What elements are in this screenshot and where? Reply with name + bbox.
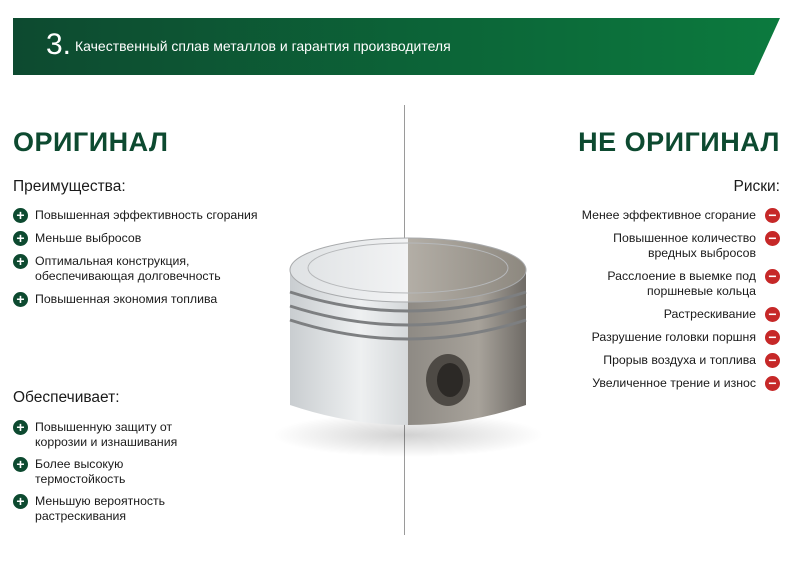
non-original-heading: НЕ ОРИГИНАЛ xyxy=(578,127,780,157)
minus-circle-icon: − xyxy=(765,353,780,368)
plus-circle-icon: + xyxy=(13,420,28,435)
list-item: − Разрушение головки поршня xyxy=(540,330,780,345)
list-item: + Повышенную защиту от коррозии и изнашивания xyxy=(13,420,225,450)
section-title: Качественный сплав металлов и гарантия производителя xyxy=(75,38,451,54)
plus-circle-icon: + xyxy=(13,254,28,269)
list-item: − Повышенное количество вредных выбросов xyxy=(610,231,780,261)
list-item: + Оптимальная конструкция, обеспечивающая долговечность xyxy=(13,254,225,284)
list-item: − Растрескивание xyxy=(540,307,780,322)
minus-circle-icon: − xyxy=(765,231,780,246)
list-item: + Меньшую вероятность растрескивания xyxy=(13,494,205,524)
plus-circle-icon: + xyxy=(13,231,28,246)
plus-circle-icon: + xyxy=(13,208,28,223)
risks-title: Риски: xyxy=(733,178,780,195)
list-item: + Меньше выбросов xyxy=(13,231,258,246)
minus-circle-icon: − xyxy=(765,269,780,284)
list-item: + Повышенная эффективность сгорания xyxy=(13,208,258,223)
plus-circle-icon: + xyxy=(13,457,28,472)
original-heading: ОРИГИНАЛ xyxy=(13,127,169,157)
plus-circle-icon: + xyxy=(13,292,28,307)
list-item: − Прорыв воздуха и топлива xyxy=(540,353,780,368)
list-item: + Повышенная экономия топлива xyxy=(13,292,258,307)
minus-circle-icon: − xyxy=(765,307,780,322)
list-item: + Более высокую термостойкость xyxy=(13,457,155,487)
advantages-title: Преимущества: xyxy=(13,178,126,195)
plus-circle-icon: + xyxy=(13,494,28,509)
risks-list xyxy=(540,208,780,391)
provides-title: Обеспечивает: xyxy=(13,389,120,406)
minus-circle-icon: − xyxy=(765,330,780,345)
provides-list xyxy=(13,420,213,524)
list-item: − Увеличенное трение и износ xyxy=(540,376,780,391)
list-item: − Расслоение в выемке под поршневые кольца xyxy=(595,269,780,299)
section-banner xyxy=(13,18,780,75)
advantages-list xyxy=(13,208,258,307)
section-number: 3. xyxy=(46,28,72,61)
list-item: − Менее эффективное сгорание xyxy=(540,208,780,223)
minus-circle-icon: − xyxy=(765,376,780,391)
minus-circle-icon: − xyxy=(765,208,780,223)
piston-image xyxy=(268,230,548,460)
